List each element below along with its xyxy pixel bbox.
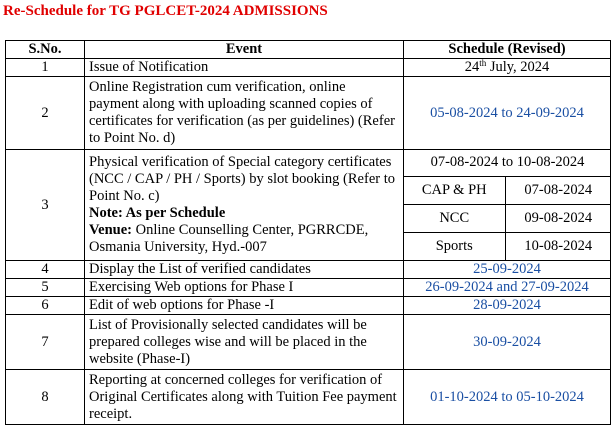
category-date: 10-08-2024	[505, 232, 611, 260]
row-event: Edit of web options for Phase -I	[85, 297, 404, 315]
venue-text: Online Counselling Center, PGRRCDE, Osmania University, Hyd.-007	[89, 222, 369, 255]
row-sno: 2	[6, 77, 85, 150]
row-event: Display the List of verified candidates	[85, 261, 404, 279]
table-row	[6, 297, 611, 315]
date-month-year: July, 2024	[486, 59, 550, 75]
row-event-text: Physical verification of Special category certificates (NCC / CAP / PH / Sports) by slot booking (Refer to Point No. c)	[89, 154, 395, 204]
schedule-table	[5, 40, 611, 425]
date-ordinal: th	[479, 58, 487, 68]
venue-label: Venue:	[89, 222, 132, 238]
row-date: 30-09-2024	[404, 315, 611, 370]
row-event: Reporting at concerned colleges for verification of Original Certificates along with Tuition Fee payment receipt.	[85, 370, 404, 425]
category-row	[404, 232, 611, 260]
row-event: Issue of Notification	[85, 59, 404, 77]
row-sno: 6	[6, 297, 85, 315]
table-row	[6, 370, 611, 425]
date-day: 24	[464, 59, 480, 75]
row-event: List of Provisionally selected candidates will be prepared colleges wise and will be placed in the website (Phase-I)	[85, 315, 404, 370]
row-date: 25-09-2024	[404, 261, 611, 279]
table-row	[6, 59, 611, 77]
row-date: 05-08-2024 to 24-09-2024	[404, 77, 611, 150]
category-name: Sports	[404, 232, 505, 260]
row-sno: 4	[6, 261, 85, 279]
category-name: CAP & PH	[404, 176, 505, 204]
row-date-breakdown	[404, 150, 611, 261]
row-event: Exercising Web options for Phase I	[85, 279, 404, 297]
table-header-row	[6, 41, 611, 59]
row-sno: 7	[6, 315, 85, 370]
row-note: Note: As per Schedule	[89, 205, 226, 221]
category-date-table	[404, 150, 611, 260]
table-row	[6, 315, 611, 370]
table-row	[6, 279, 611, 297]
row-sno: 5	[6, 279, 85, 297]
row-sno: 3	[6, 150, 85, 261]
row-date	[404, 59, 611, 77]
category-date: 09-08-2024	[505, 204, 611, 232]
row-sno: 1	[6, 59, 85, 77]
row-date: 07-08-2024 to 10-08-2024	[404, 150, 611, 176]
row-event	[85, 150, 404, 261]
row-date: 28-09-2024	[404, 297, 611, 315]
category-row	[404, 204, 611, 232]
row-event: Online Registration cum verification, online payment along with uploading scanned copies of certificates for verification (as per guidelines) (Refer to Point No. d)	[85, 77, 404, 150]
header-event: Event	[85, 41, 404, 59]
row-date: 26-09-2024 and 27-09-2024	[404, 279, 611, 297]
header-schedule: Schedule (Revised)	[404, 41, 611, 59]
row-sno: 8	[6, 370, 85, 425]
category-row	[404, 176, 611, 204]
category-date: 07-08-2024	[505, 176, 611, 204]
page-title: Re-Schedule for TG PGLCET-2024 ADMISSIONS	[3, 3, 328, 19]
table-row	[6, 150, 611, 261]
date-range-row	[404, 150, 611, 176]
header-sno: S.No.	[6, 41, 85, 59]
table-row	[6, 261, 611, 279]
row-date: 01-10-2024 to 05-10-2024	[404, 370, 611, 425]
category-name: NCC	[404, 204, 505, 232]
table-row	[6, 77, 611, 150]
